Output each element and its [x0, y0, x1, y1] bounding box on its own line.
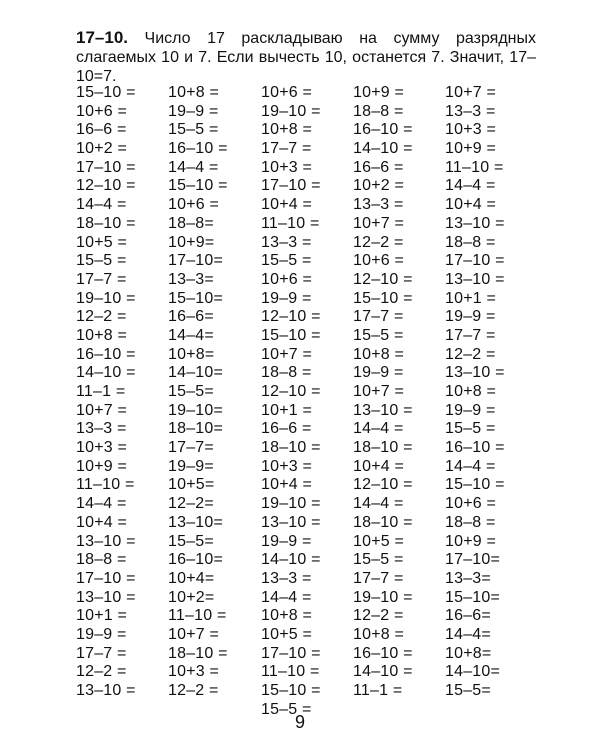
exercise-item: 12–2 =	[76, 663, 127, 681]
exercise-item: 19–9=	[168, 457, 214, 475]
exercise-item: 12–2=	[168, 495, 214, 513]
exercise-item: 10+8 =	[261, 121, 313, 139]
exercise-item: 14–10=	[445, 663, 501, 681]
exercise-item: 19–10 =	[261, 102, 321, 120]
exercise-item: 17–10 =	[76, 158, 136, 176]
exercise-item: 13–10 =	[353, 401, 413, 419]
exercise-item: 13–3 =	[261, 569, 312, 587]
exercise-item: 10+7 =	[76, 401, 128, 419]
exercise-item: 10+3 =	[168, 663, 220, 681]
exercise-item: 11–1 =	[76, 383, 126, 400]
exercise-item: 10+4 =	[261, 476, 313, 494]
exercise-item: 13–10 =	[445, 364, 505, 382]
exercise-item: 10+7 =	[261, 345, 313, 363]
exercise-item: 15–10=	[168, 289, 224, 307]
exercise-item: 14–10 =	[76, 364, 136, 382]
exercise-item: 14–10 =	[353, 663, 413, 681]
exercise-item: 12–2 =	[353, 607, 404, 625]
exercise-item: 12–2 =	[353, 233, 404, 251]
exercise-item: 17–7 =	[76, 270, 127, 288]
exercise-item: 10+8 =	[76, 326, 128, 344]
exercise-item: 14–4 =	[445, 457, 496, 475]
exercise-item: 10+6 =	[168, 196, 220, 214]
exercise-item: 15–5 =	[76, 252, 127, 270]
exercise-item: 17–7 =	[353, 308, 404, 326]
intro-paragraph	[76, 28, 536, 86]
exercise-item: 10+4 =	[76, 513, 128, 531]
exercise-item: 10+3 =	[261, 158, 313, 176]
exercise-item: 10+9 =	[76, 457, 128, 475]
exercise-item: 18–8 =	[353, 102, 404, 120]
exercise-item: 14–4=	[168, 326, 214, 344]
exercise-item: 15–10 =	[76, 84, 136, 101]
exercise-item: 15–10 =	[261, 326, 321, 344]
exercise-item: 14–4 =	[76, 196, 127, 214]
exercise-item: 15–5 =	[353, 551, 404, 569]
exercise-item: 17–10 =	[261, 177, 321, 195]
exercise-item: 14–4=	[445, 625, 491, 643]
exercise-item: 10+4 =	[445, 196, 497, 214]
exercise-item: 14–4 =	[353, 420, 404, 438]
exercise-item: 12–10 =	[261, 383, 321, 400]
exercise-item: 10+8 =	[261, 607, 313, 625]
exercise-item: 10+7 =	[353, 383, 405, 400]
exercise-item: 19–9 =	[76, 625, 127, 643]
exercise-item: 16–10 =	[445, 439, 505, 457]
exercise-item: 10+9 =	[353, 84, 405, 101]
exercise-item: 19–9 =	[445, 308, 496, 326]
exercise-item: 11–10 =	[76, 476, 135, 494]
exercise-item: 10+9=	[168, 233, 215, 251]
exercise-item: 10+5 =	[76, 233, 128, 251]
exercise-item: 10+6 =	[445, 495, 497, 513]
exercise-item: 15–5 =	[168, 121, 219, 139]
exercise-item: 19–9 =	[168, 102, 219, 120]
exercise-item: 17–10=	[445, 551, 501, 569]
exercise-item: 10+7 =	[168, 625, 220, 643]
exercise-item: 15–10 =	[353, 289, 413, 307]
exercise-item: 13–10=	[168, 513, 224, 531]
exercise-item: 15–5=	[168, 532, 214, 550]
exercise-item: 10+1 =	[261, 401, 313, 419]
exercise-item: 13–3 =	[445, 102, 496, 120]
exercise-item: 10+6 =	[76, 102, 128, 120]
exercise-item: 14–4 =	[168, 158, 219, 176]
exercise-item: 12–10 =	[353, 476, 413, 494]
exercise-item: 13–10 =	[76, 588, 136, 606]
exercise-item: 14–4 =	[261, 588, 312, 606]
exercise-item: 12–2 =	[76, 308, 127, 326]
exercise-item: 19–10 =	[261, 495, 321, 513]
exercise-column-4	[353, 84, 413, 701]
exercise-item: 16–10 =	[353, 644, 413, 662]
exercise-item: 16–6 =	[76, 121, 127, 139]
exercise-item: 18–10 =	[168, 644, 228, 662]
exercise-item: 10+8 =	[353, 345, 405, 363]
exercise-item: 18–10 =	[261, 439, 321, 457]
exercise-item: 17–7 =	[353, 569, 404, 587]
exercise-item: 11–10 =	[168, 607, 227, 625]
exercise-item: 13–10 =	[445, 214, 505, 232]
exercise-item: 10+4 =	[261, 196, 313, 214]
exercise-item: 10+9 =	[445, 532, 497, 550]
exercise-column-1	[76, 84, 136, 701]
exercise-item: 18–10 =	[353, 439, 413, 457]
exercise-item: 10+6 =	[261, 84, 313, 101]
exercise-item: 15–10 =	[261, 682, 321, 699]
exercise-item: 18–8 =	[261, 364, 312, 382]
exercise-item: 14–4 =	[76, 495, 127, 513]
exercise-item: 10+3 =	[445, 121, 497, 139]
rule-explanation: Число 17 раскладываю на сумму разрядных слагаемых 10 и 7. Если вычесть 10, останется 7. Значит, 17–10=7.	[76, 30, 536, 85]
exercise-item: 13–3=	[168, 270, 214, 288]
exercise-item: 19–9 =	[261, 289, 312, 307]
exercise-item: 10+4 =	[353, 457, 405, 475]
exercise-item: 10+6 =	[261, 270, 313, 288]
exercise-item: 13–10 =	[261, 513, 321, 531]
exercise-item: 12–10 =	[261, 308, 321, 326]
exercise-item: 18–8 =	[445, 513, 496, 531]
exercise-item: 18–10 =	[353, 513, 413, 531]
exercise-item: 10+8=	[445, 644, 492, 662]
exercise-item: 10+3 =	[261, 457, 313, 475]
exercise-item: 10+8 =	[168, 84, 220, 101]
exercise-item: 17–10 =	[76, 569, 136, 587]
exercise-item: 18–8=	[168, 214, 214, 232]
exercise-item: 12–10 =	[76, 177, 136, 195]
exercise-item: 19–10=	[168, 401, 224, 419]
exercise-item: 17–10 =	[261, 644, 321, 662]
exercise-item: 10+8 =	[445, 383, 497, 400]
exercise-item: 15–5 =	[261, 252, 312, 270]
exercise-item: 14–10 =	[353, 140, 413, 158]
exercise-item: 16–6=	[445, 607, 491, 625]
exercise-item: 18–10=	[168, 420, 224, 438]
exercise-item: 10+8=	[168, 345, 215, 363]
exercise-item: 16–10 =	[353, 121, 413, 139]
exercise-item: 16–10 =	[168, 140, 228, 158]
exercise-item: 10+2 =	[353, 177, 405, 195]
exercise-item: 10+1 =	[445, 289, 497, 307]
exercise-item: 16–10=	[168, 551, 224, 569]
exercise-item: 14–10=	[168, 364, 224, 382]
exercise-item: 10+6 =	[353, 252, 405, 270]
exercise-item: 11–10 =	[261, 214, 320, 232]
exercise-item: 12–2 =	[445, 345, 496, 363]
exercise-item: 12–10 =	[353, 270, 413, 288]
exercise-column-3	[261, 84, 321, 719]
exercise-item: 13–10 =	[445, 270, 505, 288]
page-number: 9	[294, 712, 305, 732]
exercise-item: 19–9 =	[353, 364, 404, 382]
exercise-item: 11–10 =	[445, 158, 504, 176]
exercise-item: 16–6 =	[261, 420, 312, 438]
exercise-item: 19–9 =	[445, 401, 496, 419]
exercise-item: 10+1 =	[76, 607, 128, 625]
exercise-item: 18–8 =	[76, 551, 127, 569]
exercise-column-2	[168, 84, 228, 701]
exercise-item: 15–5 =	[353, 326, 404, 344]
exercise-item: 10+5 =	[353, 532, 405, 550]
exercise-item: 17–10=	[168, 252, 224, 270]
exercise-column-5	[445, 84, 505, 701]
exercise-item: 18–8 =	[445, 233, 496, 251]
exercise-item: 10+7 =	[353, 214, 405, 232]
exercise-item: 16–6=	[168, 308, 214, 326]
exercise-item: 15–10=	[445, 588, 501, 606]
exercise-item: 10+2=	[168, 588, 215, 606]
exercise-item: 13–3 =	[353, 196, 404, 214]
exercise-item: 13–10 =	[76, 532, 136, 550]
exercise-item: 15–5=	[168, 383, 214, 400]
exercise-item: 15–10 =	[445, 476, 505, 494]
exercise-item: 11–1 =	[353, 682, 403, 699]
rule-heading: 17–10.	[76, 28, 128, 47]
exercise-item: 14–4 =	[445, 177, 496, 195]
exercise-item: 18–10 =	[76, 214, 136, 232]
exercise-item: 10+3 =	[76, 439, 128, 457]
exercise-item: 17–7 =	[261, 140, 312, 158]
exercise-item: 14–10 =	[261, 551, 321, 569]
exercise-item: 10+4=	[168, 569, 215, 587]
exercise-item: 19–9 =	[261, 532, 312, 550]
exercise-item: 15–5=	[445, 682, 491, 699]
exercise-item: 16–10 =	[76, 345, 136, 363]
exercise-item: 10+5=	[168, 476, 215, 494]
exercise-item: 12–2 =	[168, 682, 219, 699]
exercise-item: 15–5 =	[445, 420, 496, 438]
exercise-item: 10+7 =	[445, 84, 497, 101]
exercise-item: 17–7 =	[445, 326, 496, 344]
exercise-item: 10+9 =	[445, 140, 497, 158]
exercise-item: 17–10 =	[445, 252, 505, 270]
exercise-item: 13–3 =	[76, 420, 127, 438]
exercise-item: 10+8 =	[353, 625, 405, 643]
exercise-item: 17–7 =	[76, 644, 127, 662]
exercise-item: 14–4 =	[353, 495, 404, 513]
exercise-item: 15–10 =	[168, 177, 228, 195]
exercise-item: 13–10 =	[76, 682, 136, 699]
exercise-item: 10+2 =	[76, 140, 128, 158]
exercise-item: 19–10 =	[353, 588, 413, 606]
exercise-item: 10+5 =	[261, 625, 313, 643]
exercise-item: 13–3=	[445, 569, 491, 587]
exercise-item: 17–7=	[168, 439, 214, 457]
exercise-item: 13–3 =	[261, 233, 312, 251]
exercise-item: 16–6 =	[353, 158, 404, 176]
exercise-item: 15–5 =	[261, 700, 312, 718]
exercise-item: 19–10 =	[76, 289, 136, 307]
exercise-item: 11–10 =	[261, 663, 320, 681]
